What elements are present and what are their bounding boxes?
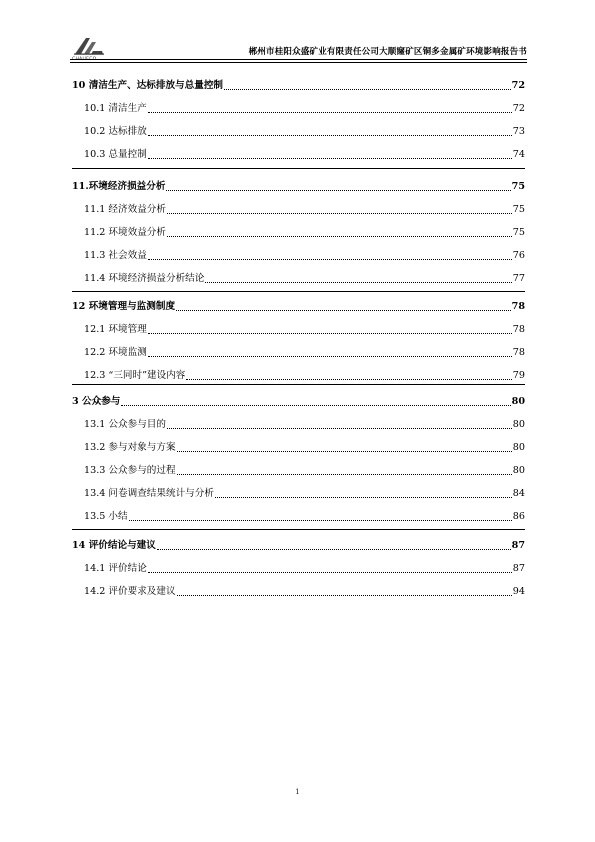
toc-entry-label: 13.1 公众参与目的 (84, 419, 166, 430)
toc-entry-label: 10 清洁生产、达标排放与总量控制 (72, 80, 224, 91)
toc-entry-page: 76 (512, 250, 525, 261)
header-rule-thin (70, 62, 527, 63)
toc-divider (72, 291, 525, 292)
toc-entry-page: 73 (512, 126, 525, 137)
toc-section-entry[interactable] (72, 509, 525, 523)
toc-section-entry[interactable] (72, 463, 525, 477)
toc-entry-label: 13.3 公众参与的过程 (84, 465, 176, 476)
toc-entry-page: 78 (512, 347, 525, 358)
toc-entry-label: 11.4 环境经济损益分析结论 (84, 273, 205, 284)
toc-section-entry[interactable] (72, 124, 525, 138)
page-header (70, 38, 527, 60)
toc-entry-page: 79 (512, 370, 525, 381)
toc-entry-page: 94 (512, 586, 525, 597)
toc-section-entry[interactable] (72, 271, 525, 285)
toc-entry-page: 78 (511, 301, 525, 312)
toc-section-entry[interactable] (72, 486, 525, 500)
toc-entry-label: 10.2 达标排放 (84, 126, 147, 137)
toc-section-entry[interactable] (72, 417, 525, 431)
toc-entry-page: 75 (511, 181, 525, 192)
toc-entry-label: 12.1 环境管理 (84, 324, 147, 335)
toc-entry-page: 80 (511, 396, 525, 407)
toc-entry-label: 11.环境经济损益分析 (72, 181, 166, 192)
toc-section-entry[interactable] (72, 322, 525, 336)
toc-dot-leader (186, 377, 511, 380)
header-rule (70, 59, 527, 60)
toc-dot-leader (129, 518, 512, 521)
toc-entry-page: 86 (512, 511, 525, 522)
toc-entry-page: 77 (512, 273, 525, 284)
toc-dot-leader (177, 472, 512, 475)
toc-dot-leader (167, 211, 512, 214)
toc-entry-label: 13.2 参与对象与方案 (84, 442, 176, 453)
toc-chapter-entry[interactable] (72, 394, 525, 408)
toc-entry-label: 12 环境管理与监测制度 (72, 301, 176, 312)
toc-entry-label: 12.3 “三同时”建设内容 (84, 370, 186, 381)
toc-section-entry[interactable] (72, 440, 525, 454)
toc-entry-page: 80 (512, 442, 525, 453)
toc-divider (72, 529, 525, 530)
toc-dot-leader (148, 133, 512, 136)
toc-divider (72, 384, 525, 385)
toc-dot-leader (121, 403, 510, 406)
toc-dot-leader (148, 331, 512, 334)
toc-dot-leader (157, 547, 511, 550)
header-title: 郴州市桂阳众盛矿业有限责任公司大顺窿矿区铜多金属矿环境影响报告书 (248, 47, 527, 57)
toc-dot-leader (224, 87, 511, 90)
toc-divider (72, 168, 525, 169)
toc-section-entry[interactable] (72, 345, 525, 359)
toc-dot-leader (205, 280, 511, 283)
page-number: 1 (295, 788, 300, 796)
toc-dot-leader (167, 426, 512, 429)
toc-section-entry[interactable] (72, 225, 525, 239)
toc-section-entry[interactable] (72, 202, 525, 216)
toc-section-entry[interactable] (72, 561, 525, 575)
toc-dot-leader (177, 593, 512, 596)
toc-section-entry[interactable] (72, 147, 525, 161)
toc-entry-page: 75 (512, 204, 525, 215)
toc-entry-page: 72 (511, 80, 525, 91)
toc-entry-label: 11.1 经济效益分析 (84, 204, 166, 215)
toc-dot-leader (215, 495, 512, 498)
toc-entry-page: 87 (511, 540, 525, 551)
toc-entry-page: 84 (512, 488, 525, 499)
toc-entry-label: 11.2 环境效益分析 (84, 227, 166, 238)
toc-entry-label: 10.1 清洁生产 (84, 103, 147, 114)
toc-entry-label: 13.5 小结 (84, 511, 128, 522)
toc-entry-label: 11.3 社会效益 (84, 250, 147, 261)
toc-entry-label: 10.3 总量控制 (84, 149, 147, 160)
toc-dot-leader (148, 570, 512, 573)
toc-dot-leader (166, 188, 510, 191)
toc-dot-leader (167, 234, 512, 237)
toc-entry-page: 75 (512, 227, 525, 238)
toc-entry-label: 14 评价结论与建议 (72, 540, 156, 551)
toc-entry-label: 13.4 问卷调查结果统计与分析 (84, 488, 214, 499)
toc-entry-page: 74 (512, 149, 525, 160)
toc-entry-page: 72 (512, 103, 525, 114)
toc-dot-leader (148, 354, 512, 357)
toc-chapter-entry[interactable] (72, 78, 525, 92)
toc-entry-label: 12.2 环境监测 (84, 347, 147, 358)
toc-entry-label: 14.1 评价结论 (84, 563, 147, 574)
toc-entry-page: 80 (512, 465, 525, 476)
toc-entry-page: 80 (512, 419, 525, 430)
toc-section-entry[interactable] (72, 101, 525, 115)
toc-section-entry[interactable] (72, 368, 525, 382)
toc-entry-page: 78 (512, 324, 525, 335)
toc-chapter-entry[interactable] (72, 538, 525, 552)
toc-section-entry[interactable] (72, 584, 525, 598)
toc-chapter-entry[interactable] (72, 299, 525, 313)
toc-dot-leader (148, 257, 512, 260)
toc-dot-leader (177, 449, 512, 452)
toc-section-entry[interactable] (72, 248, 525, 262)
toc-dot-leader (148, 156, 512, 159)
toc-dot-leader (148, 110, 512, 113)
toc-chapter-entry[interactable] (72, 179, 525, 193)
toc-entry-page: 87 (512, 563, 525, 574)
logo-text: CHAUECO (72, 57, 97, 62)
toc-entry-label: 14.2 评价要求及建议 (84, 586, 176, 597)
toc-dot-leader (176, 308, 511, 311)
toc-entry-label: 3 公众参与 (72, 396, 121, 407)
